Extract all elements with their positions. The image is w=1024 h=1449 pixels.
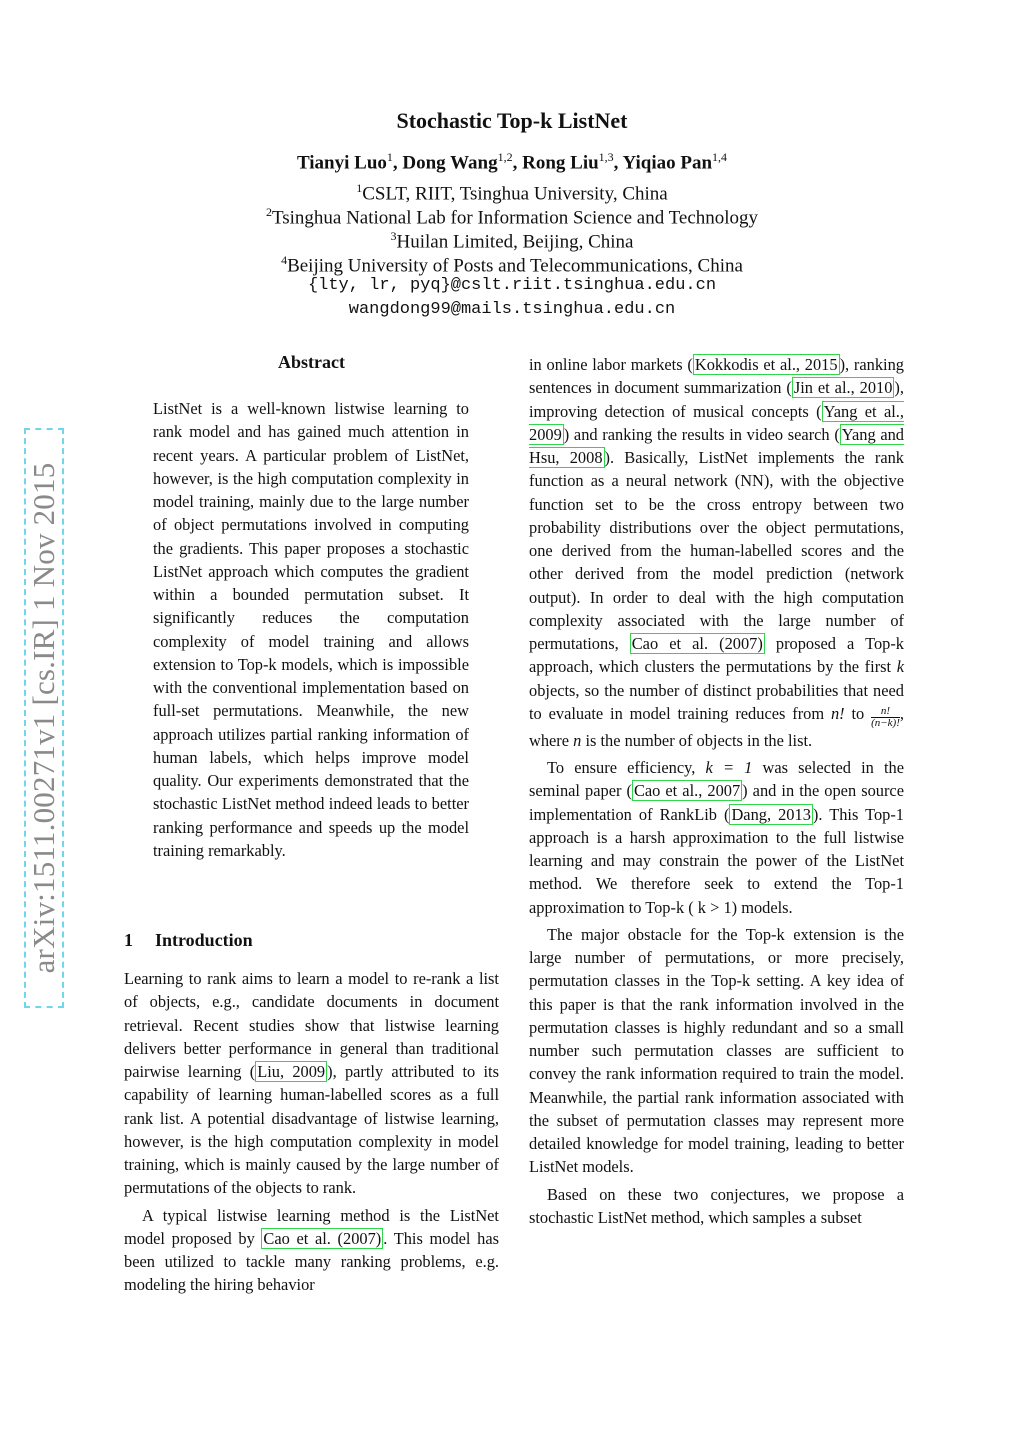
email-line: {lty, lr, pyq}@cslt.riit.tsinghua.edu.cn [307, 276, 717, 295]
citation-link[interactable]: Yang et al., 2009 [529, 401, 904, 444]
paragraph-text: To ensure efficiency, [547, 758, 706, 777]
paragraph-text: ), partly attributed to its capability of learning human-labelled scores as a full rank list. A potential disadvantage of listwise learning, however, is the high computation complexity in model training, which is mainly caused by the large number of permutations of the objects to rank. [124, 1062, 499, 1198]
citation-link[interactable]: Jin et al., 2010 [793, 378, 893, 398]
affiliation-text: Tsinghua National Lab for Information Science and Technology [271, 207, 759, 229]
citation-link[interactable]: Yang and Hsu, 2008 [529, 424, 904, 467]
affiliation-text: CSLT, RIIT, Tsinghua University, China [362, 183, 668, 205]
paragraph [529, 353, 904, 752]
math-symbol: k [896, 657, 904, 677]
affiliation-text: Beijing University of Posts and Telecommunications, China [287, 255, 743, 277]
math-expression: k = 1 [705, 758, 753, 777]
arxiv-identifier: arXiv:1511.00271v1 [cs.IR] 1 Nov 2015 [26, 462, 61, 974]
affiliation-mark: 4 [281, 253, 288, 267]
paragraph-text: objects, so the number of distinct probabilities that need to evaluate in model training reduces from [529, 680, 904, 723]
paragraph [529, 756, 904, 919]
author-list: Tianyi Luo$^1$, Dong Wang$^{1,2}$, Rong Liu$^{1,3}$, Yiqiao Pan$^{1,4}$ [296, 150, 728, 174]
paragraph [124, 1204, 499, 1297]
paragraph-text: proposed a Top-k approach, which clusters the permutations by the first [529, 634, 904, 677]
math-expression: n! [830, 703, 845, 723]
affiliation-mark: 3 [390, 229, 397, 243]
paragraph-text: . This model has been utilized to tackle many ranking problems, e.g. modeling the hiring behavior [124, 1228, 499, 1295]
citation-link[interactable]: Cao et al., 2007 [633, 781, 741, 801]
author-name: Dong Wang [402, 152, 498, 174]
right-column-body [529, 353, 904, 1229]
paragraph [124, 967, 499, 1200]
author-name: Tianyi Luo [296, 152, 387, 174]
paragraph-text: is the number of objects in the list. [581, 730, 813, 750]
paragraph-text: ). This Top-1 approach is a harsh approximation to the full listwise learning and may constrain the power of the ListNet method. We therefore seek to extend the Top-1 approximation to Top-k ( k > 1) models. [529, 804, 904, 917]
arxiv-side-stamp [24, 428, 64, 1008]
paragraph-text: ), ranking sentences in document summarization ( [529, 355, 904, 398]
abstract-text: ListNet is a well-known listwise learning to rank model and has gained much attention in recent years. A particular problem of ListNet, however, is the high computation complexity in model training, mainly due to the large number of object permutations involved in computing the gradients. This paper proposes a stochastic ListNet approach which computes the gradient within a bounded permutation subset. It significantly reduces the computation complexity of model training and allows extension to Top-k models, which is impossible with the conventional implementation based on full-set permutations. Meanwhile, the new approach utilizes partial ranking information of human labels, which helps improve model quality. Our experiments demonstrated that the stochastic ListNet method indeed leads to better ranking performance and speeds up the model training remarkably. [153, 399, 469, 860]
paragraph-text: ) and ranking the results in video search ( [563, 424, 840, 444]
author-affiliation-mark: 1,2 [497, 150, 513, 164]
paragraph-text: to [844, 703, 872, 723]
section-title: Introduction [155, 930, 253, 950]
math-symbol: n [573, 730, 582, 750]
citation-link[interactable]: Cao et al. (2007) [263, 1228, 382, 1248]
author-affiliation-mark: 1 [386, 150, 393, 164]
fraction-denominator: (n−k)! [871, 716, 900, 729]
section-number: 1 [124, 930, 133, 950]
paragraph-text: ). Basically, ListNet implements the rank function as a neural network (NN), with the objective function set to be the cross entropy between two probability distributions over the object permutations, one derived from the human-labelled scores and the other derived from the model prediction (network output). In order to deal with the high computation complexity associated with the large number of permutations, [529, 448, 904, 653]
affiliation-mark: 2 [265, 205, 272, 219]
citation-link[interactable]: Kokkodis et al., 2015 [694, 355, 838, 374]
math-fraction [871, 706, 900, 729]
paragraph-text: Learning to rank aims to learn a model to re-rank a list of objects, e.g., candidate documents in document retrieval. Recent studies show that listwise learning delivers better performance in general than traditional pairwise learning ( [124, 969, 499, 1081]
paragraph-text: , where [529, 703, 904, 750]
paragraph-text: ), improving detection of musical concepts ( [529, 378, 904, 421]
paragraph-text: in online labor markets ( [529, 355, 693, 374]
citation-link[interactable]: Liu, 2009 [257, 1062, 326, 1081]
affiliation-text: Huilan Limited, Beijing, China [396, 231, 634, 253]
author-affiliation-mark: 1,3 [598, 150, 614, 164]
affiliation-mark: 1 [356, 181, 363, 195]
paragraph-text: A typical listwise learning method is the ListNet model proposed by [124, 1205, 499, 1248]
abstract-heading: Abstract [278, 352, 345, 372]
author-name: Rong Liu [522, 152, 599, 174]
left-column-body [124, 967, 499, 1297]
citation-link[interactable]: Dang, 2013 [731, 804, 811, 824]
paragraph: Based on these two conjectures, we propose a stochastic ListNet method, which samples a subset [529, 1184, 904, 1227]
citation-link[interactable]: Cao et al. (2007) [631, 634, 763, 653]
paper-title: Stochastic Top-k ListNet [396, 108, 628, 133]
paragraph: The major obstacle for the Top-k extension is the large number of permutations, or more precisely, permutation classes in the Top-k setting. A key idea of this paper is that the rank information involved in the permutation classes is highly redundant and so a small number such permutation classes are sufficient to convey the rank information required to train the model. Meanwhile, the partial rank information associated with the subset of permutation classes may represent more detailed knowledge for model training, leading to better ListNet models. [529, 924, 904, 1177]
paragraph-text: was selected in the seminal paper ( [529, 758, 904, 801]
author-name: Yiqiao Pan [622, 152, 713, 174]
paragraph-text: ) and in the open source implementation of RankLib ( [529, 781, 904, 824]
section-heading [124, 930, 253, 951]
author-affiliation-mark: 1,4 [712, 150, 728, 164]
email-line: wangdong99@mails.tsinghua.edu.cn [348, 300, 676, 319]
fraction-numerator: n! [871, 706, 900, 718]
